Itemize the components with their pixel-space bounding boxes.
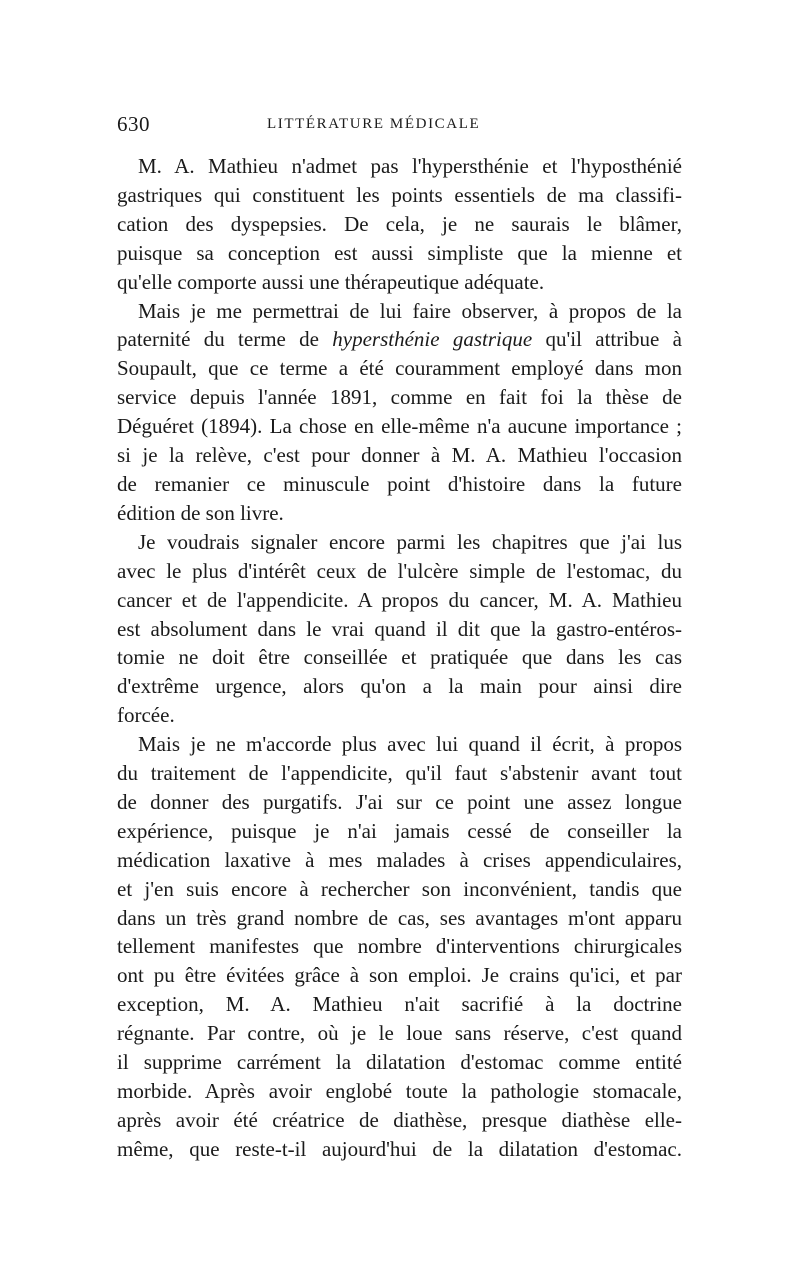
italic-term: hypersthénie gastrique	[332, 327, 533, 352]
text-line: M. A. Mathieu n'admet pas l'hypersthénie et l'hyposthénié	[138, 154, 682, 178]
text-line-with-italic	[117, 325, 682, 354]
text-line: médication laxative à mes malades à crises appendiculaires,	[117, 847, 682, 872]
paragraph-3	[117, 528, 682, 730]
text-line: dans un très grand nombre de cas, ses avantages m'ont apparu	[117, 905, 682, 930]
text-line: expérience, puisque je n'ai jamais cessé de conseiller la	[117, 818, 682, 843]
text-line: service depuis l'année 1891, comme en fait foi la thèse de	[117, 385, 682, 410]
text-line: exception, M. A. Mathieu n'ait sacrifié à la doctrine	[117, 992, 682, 1017]
text-segment: qu'il attribue à	[532, 327, 682, 352]
text-line: tellement manifestes que nombre d'interventions chirurgicales	[117, 934, 682, 959]
text-line: qu'elle comporte aussi une thérapeutique adéquate.	[117, 269, 545, 294]
text-line: est absolument dans le vrai quand il dit que la gastro-entéros-	[117, 616, 682, 641]
text-line: de donner des purgatifs. J'ai sur ce point une assez longue	[117, 789, 682, 814]
text-line: puisque sa conception est aussi simpliste que la mienne et	[117, 240, 682, 265]
text-line: du traitement de l'appendicite, qu'il faut s'abstenir avant tout	[117, 761, 682, 786]
text-line: et j'en suis encore à rechercher son inconvénient, tandis que	[117, 876, 682, 901]
text-line: après avoir été créatrice de diathèse, presque diathèse elle-	[117, 1107, 682, 1132]
book-page	[117, 112, 682, 1164]
text-line: morbide. Après avoir englobé toute la pathologie stomacale,	[117, 1079, 682, 1103]
running-head: LITTÉRATURE MÉDICALE	[267, 116, 481, 132]
text-line: d'extrême urgence, alors qu'on a la main pour ainsi dire	[117, 674, 682, 699]
text-line: édition de son livre.	[117, 500, 284, 525]
text-line: cation des dyspepsies. De cela, je ne saurais le blâmer,	[117, 211, 682, 236]
text-line: tomie ne doit être conseillée et pratiquée que dans les cas	[117, 645, 682, 670]
text-line: Mais je me permettrai de lui faire observer, à propos de la	[138, 298, 682, 323]
text-line: même, que reste-t-il aujourd'hui de la dilatation d'estomac.	[117, 1136, 682, 1161]
text-line: cancer et de l'appendicite. A propos du cancer, M. A. Mathieu	[117, 587, 682, 612]
text-line: si je la relève, c'est pour donner à M. A. Mathieu l'occasion	[117, 443, 682, 468]
page-number: 630	[117, 112, 150, 136]
text-line: avec le plus d'intérêt ceux de l'ulcère simple de l'estomac, du	[117, 558, 682, 583]
text-line: Soupault, que ce terme a été couramment employé dans mon	[117, 356, 682, 381]
text-line: Je voudrais signaler encore parmi les chapitres que j'ai lus	[138, 529, 682, 554]
text-line: de remanier ce minuscule point d'histoire dans la future	[117, 471, 682, 496]
text-segment: paternité du terme de	[117, 327, 333, 352]
text-line: ont pu être évitées grâce à son emploi. Je crains qu'ici, et par	[117, 963, 682, 988]
paragraph-4	[117, 730, 682, 1164]
text-line: Mais je ne m'accorde plus avec lui quand il écrit, à propos	[138, 732, 682, 757]
paragraph-2	[117, 297, 682, 528]
text-line: il supprime carrément la dilatation d'estomac comme entité	[117, 1050, 682, 1075]
text-line: forcée.	[117, 703, 175, 728]
text-line: régnante. Par contre, où je le loue sans réserve, c'est quand	[117, 1021, 682, 1046]
paragraph-1	[117, 152, 682, 297]
text-line: gastriques qui constituent les points essentiels de ma classifi-	[117, 182, 682, 207]
text-line: Déguéret (1894). La chose en elle-même n'a aucune importance ;	[117, 414, 682, 439]
page-header	[117, 112, 682, 152]
